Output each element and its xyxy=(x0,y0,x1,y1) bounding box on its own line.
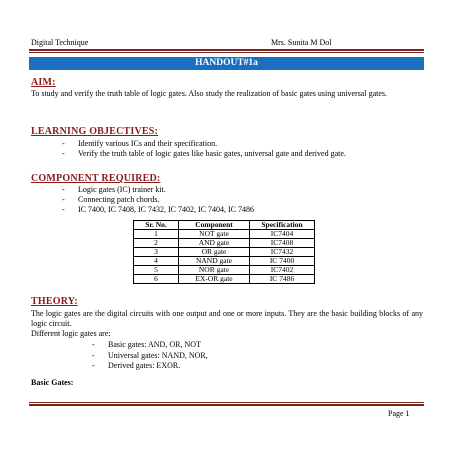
list-item: - Connecting patch chords. xyxy=(62,195,422,205)
footer-rule-thin xyxy=(29,402,424,403)
objectives-heading: LEARNING OBJECTIVES: xyxy=(31,126,159,137)
theory-heading: THEORY: xyxy=(31,296,78,307)
page-number: Page 1 xyxy=(388,409,410,418)
table-cell: IC 7486 xyxy=(250,275,315,284)
table-cell: IC7402 xyxy=(250,266,315,275)
table-cell: NAND gate xyxy=(179,257,250,266)
components-list xyxy=(62,185,422,215)
column-header: Component xyxy=(179,221,250,230)
list-item: - IC 7400, IC 7408, IC 7432, IC 7402, IC 7404, IC 7486 xyxy=(62,205,422,215)
table-cell: 5 xyxy=(134,266,179,275)
table-cell: IC7432 xyxy=(250,248,315,257)
header-rule-thin xyxy=(29,52,424,53)
gate-types-list xyxy=(92,340,208,372)
list-item: - Universal gates: NAND, NOR, xyxy=(92,351,208,362)
table-row xyxy=(134,275,315,284)
table-cell: 6 xyxy=(134,275,179,284)
table-cell: 3 xyxy=(134,248,179,257)
list-item: - Verify the truth table of logic gates like basic gates, universal gate and derived gate. xyxy=(62,149,422,159)
table-cell: IC7408 xyxy=(250,239,315,248)
component-spec-table xyxy=(133,220,315,284)
objectives-list xyxy=(62,139,422,159)
table-cell: IC7404 xyxy=(250,230,315,239)
list-item: - Identify various ICs and their specification. xyxy=(62,139,422,149)
table-cell: NOT gate xyxy=(179,230,250,239)
table-cell: AND gate xyxy=(179,239,250,248)
theory-text: The logic gates are the digital circuits with one output and one or more inputs. They are the basic building blocks of any logic circuit. xyxy=(31,309,423,328)
table-cell: 2 xyxy=(134,239,179,248)
header-course-title: Digital Technique xyxy=(31,38,89,47)
basic-gates-label: Basic Gates: xyxy=(31,378,74,387)
footer-rule xyxy=(29,404,424,406)
list-item: - Basic gates: AND, OR, NOT xyxy=(92,340,208,351)
column-header: Sr. No. xyxy=(134,221,179,230)
handout-banner: HANDOUT#1a xyxy=(29,57,424,70)
theory-list-intro: Different logic gates are: xyxy=(31,329,111,338)
aim-heading: AIM: xyxy=(31,77,56,88)
header-author: Mrs. Sunita M Dol xyxy=(271,38,332,47)
table-cell: 4 xyxy=(134,257,179,266)
list-item: - Logic gates (IC) trainer kit. xyxy=(62,185,422,195)
table-cell: EX-OR gate xyxy=(179,275,250,284)
table-cell: OR gate xyxy=(179,248,250,257)
components-heading: COMPONENT REQUIRED: xyxy=(31,173,161,184)
aim-text: To study and verify the truth table of logic gates. Also study the realization of basic gates using universal gates. xyxy=(31,89,388,98)
table-cell: NOR gate xyxy=(179,266,250,275)
table-cell: IC 7400 xyxy=(250,257,315,266)
table-cell: 1 xyxy=(134,230,179,239)
column-header: Specification xyxy=(250,221,315,230)
header-rule xyxy=(29,49,424,51)
list-item: - Derived gates: EXOR. xyxy=(92,361,208,372)
